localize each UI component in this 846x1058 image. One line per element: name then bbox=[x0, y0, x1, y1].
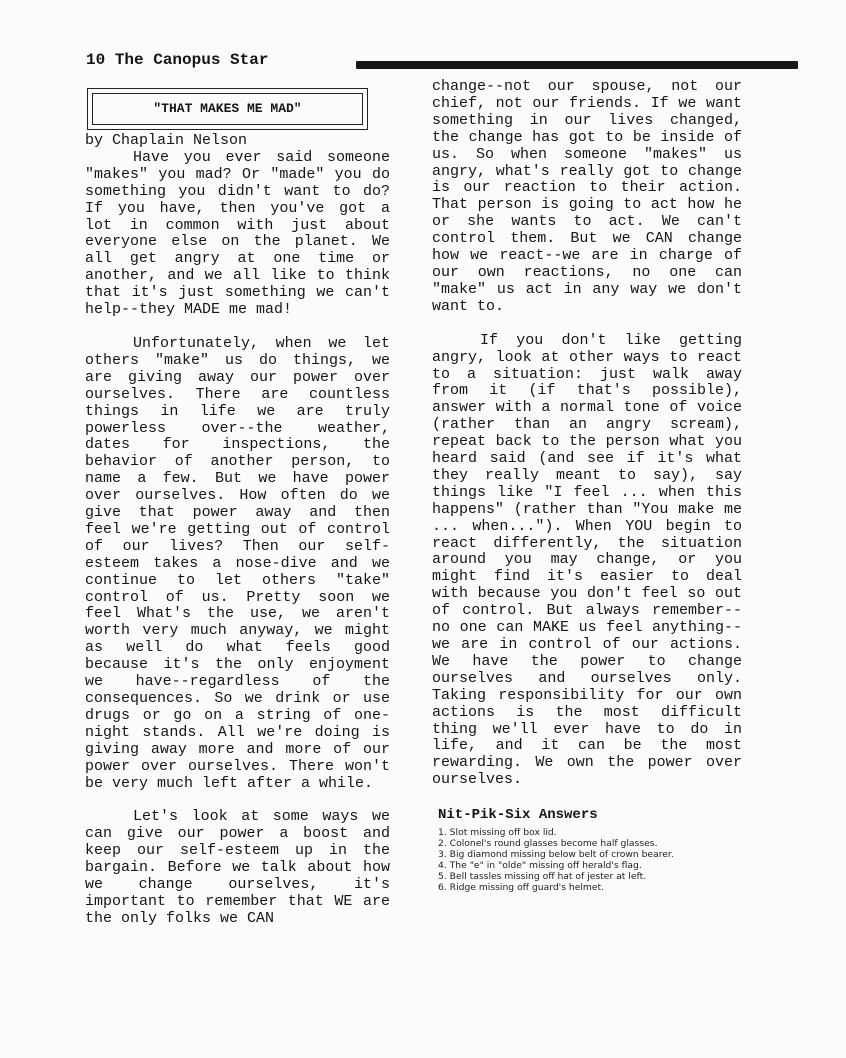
paragraph-3: Let's look at some ways we can give our power a boost and keep our self-esteem up in the bargain. Before we talk about how we change ourselves, it's important to remember that WE are the only folks we CAN bbox=[85, 808, 390, 927]
page-header bbox=[86, 50, 712, 72]
publication-name: The Canopus Star bbox=[114, 51, 269, 69]
answer-item: 3. Big diamond missing below belt of crown bearer. bbox=[438, 849, 674, 861]
answer-item: 4. The "e" in "olde" missing off herald's flag. bbox=[438, 860, 642, 872]
byline: by Chaplain Nelson bbox=[85, 132, 248, 149]
right-column bbox=[432, 79, 742, 893]
answer-item: 6. Ridge missing off guard's helmet. bbox=[438, 882, 605, 894]
left-column bbox=[85, 133, 390, 928]
page-number: 10 bbox=[86, 51, 106, 69]
header-rule bbox=[356, 61, 798, 69]
article-title-box bbox=[87, 88, 368, 130]
paragraph-4: If you don't like getting angry, look at other ways to react to a situation: just walk away from it (if that's possible), answer with a normal tone of voice (rather than an angry scream), repeat back to the person what you heard said (and see if it's what they really meant to say), say things like "I feel ... when this happens" (rather than "You make me ... when..."). When YOU begin to react differently, the situation around you may change, or you might find it's easier to deal with because you don't feel so out of control. But always remember--no one can MAKE us feel anything--we are in control of our actions. We have the power to change ourselves and ourselves only. Taking responsibility for our own actions is the most difficult thing we'll ever have to do in life, and it can be the most rewarding. We own the power over ourselves. bbox=[432, 331, 742, 789]
answer-item: 1. Slot missing off box lid. bbox=[438, 827, 557, 839]
answers-list bbox=[438, 827, 742, 893]
paragraph-2: Unfortunately, when we let others "make" us do things, we are giving away our power over ourselves. There are countless things in life we are truly powerless over--the weather, dates for inspections, the behavior of another person, to name a few. But we have power over ourselves. How often do we give that power away and then feel we're getting out of control of our lives? Then our self-esteem takes a nose-dive and we continue to let others "take" control of us. Pretty soon we feel What's the use, we aren't worth very much anyway, we might as well do what feels good because it's the only enjoyment we have--regardless of the consequences. So we drink or use drugs or go on a string of one-night stands. All we're doing is giving away more and more of our power over ourselves. There won't be very much left after a while. bbox=[85, 334, 390, 792]
paragraph-3-continued: change--not our spouse, not our chief, not our friends. If we want something in our lives changed, the change has got to be inside of us. So when someone "makes" us angry, what's really got to change is our reaction to their action. That person is going to act how he or she wants to act. We can't control them. But we CAN change how we react--we are in charge of our own reactions, no one can "make" us act in any way we don't want to. bbox=[432, 78, 742, 315]
answer-item: 5. Bell tassles missing off hat of jester at left. bbox=[438, 871, 647, 883]
article-title: "THAT MAKES ME MAD" bbox=[153, 101, 302, 116]
answers-title: Nit-Pik-Six Answers bbox=[438, 807, 598, 824]
paragraph-1: Have you ever said someone "makes" you mad? Or "made" you do something you didn't want to do? If you have, then you've got a lot in common with just about everyone else on the planet. We all get angry at one time or another, and we all like to think that it's just something we can't help--they MADE me mad! bbox=[85, 148, 390, 319]
header-label bbox=[86, 50, 268, 70]
answer-item: 2. Colonel's round glasses become half glasses. bbox=[438, 838, 658, 850]
